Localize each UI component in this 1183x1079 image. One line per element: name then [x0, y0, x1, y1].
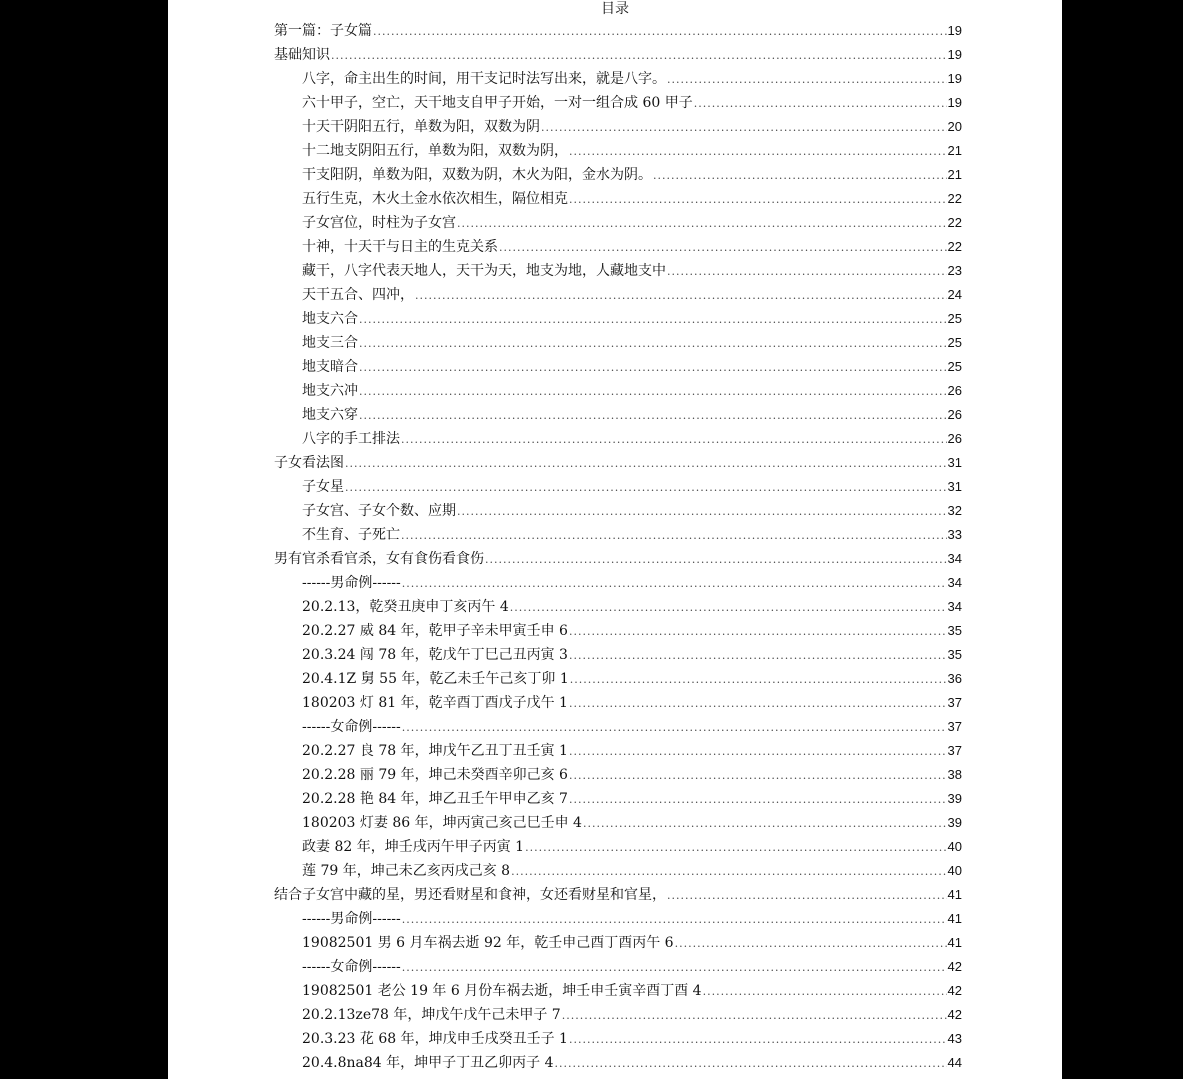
- toc-entry[interactable]: [302, 667, 962, 691]
- dot-leader: [457, 500, 947, 524]
- toc-page-number: 41: [947, 935, 962, 950]
- toc-page-number: 19: [947, 71, 962, 86]
- toc-page-number: 26: [947, 431, 962, 446]
- toc-entry[interactable]: [302, 523, 962, 547]
- toc-page-number: 35: [947, 623, 962, 638]
- toc-entry[interactable]: [302, 1027, 962, 1051]
- toc-entry[interactable]: [302, 691, 962, 715]
- toc-entry[interactable]: [302, 811, 962, 835]
- toc-entry[interactable]: [302, 787, 962, 811]
- toc-page-number: 19: [947, 95, 962, 110]
- dot-leader: [541, 116, 947, 140]
- toc-entry[interactable]: [302, 259, 962, 283]
- toc-entry-text: 八字的手工排法: [302, 431, 400, 447]
- toc-entry-text: 六十甲子，空亡，天干地支自甲子开始，一对一组合成 60 甲子: [302, 95, 693, 111]
- toc-page-number: 34: [947, 599, 962, 614]
- toc-entry-text: 八字，命主出生的时间，用干支记时法写出来，就是八字。: [302, 71, 666, 87]
- dot-leader: [359, 380, 947, 404]
- toc-entry[interactable]: [302, 67, 962, 91]
- toc-entry[interactable]: [302, 763, 962, 787]
- toc-entry-text: 十神，十天干与日主的生克关系: [302, 239, 498, 255]
- toc-page-number: 20: [947, 119, 962, 134]
- toc-entry-text: 180203 灯 81 年，乾辛酉丁酉戊子戊午 1: [302, 695, 568, 711]
- toc-entry[interactable]: [302, 139, 962, 163]
- toc-page-number: 23: [947, 263, 962, 278]
- dot-leader: [667, 260, 947, 284]
- toc-page-number: 31: [947, 479, 962, 494]
- toc-page-number: 37: [947, 719, 962, 734]
- dot-leader: [457, 212, 947, 236]
- toc-entry[interactable]: [302, 955, 962, 979]
- toc-entry[interactable]: [302, 931, 962, 955]
- toc-entry-text: 地支六穿: [302, 407, 358, 423]
- toc-entry-text: 十二地支阴阳五行，单数为阳，双数为阴，: [302, 143, 568, 159]
- toc-page-number: 25: [947, 359, 962, 374]
- dot-leader: [345, 452, 947, 476]
- toc-entry-text: 干支阳阴，单数为阳，双数为阴，木火为阳，金水为阴。: [302, 167, 652, 183]
- toc-entry[interactable]: [302, 1051, 962, 1075]
- toc-entry-text: 子女星: [302, 479, 344, 495]
- toc-page-number: 22: [947, 191, 962, 206]
- toc-entry-text: 莲 79 年，坤己未乙亥丙戌己亥 8: [302, 863, 511, 879]
- dot-leader: [675, 932, 947, 956]
- toc-entry-text: 19082501 男 6 月车祸去逝 92 年，乾壬申己酉丁酉丙午 6: [302, 935, 674, 951]
- dot-leader: [401, 428, 947, 452]
- dot-leader: [331, 44, 947, 68]
- dot-leader: [359, 308, 947, 332]
- dot-leader: [401, 524, 947, 548]
- toc-entry-text: 20.2.13，乾癸丑庚申丁亥丙午 4: [302, 599, 509, 615]
- toc-page-number: 35: [947, 647, 962, 662]
- toc-entry[interactable]: [302, 835, 962, 859]
- toc-entry-text: 五行生克，木火土金水依次相生，隔位相克: [302, 191, 568, 207]
- toc-page-number: 41: [947, 911, 962, 926]
- dot-leader: [653, 164, 947, 188]
- dot-leader: [703, 980, 947, 1004]
- dot-leader: [510, 596, 947, 620]
- toc-entry[interactable]: [274, 451, 962, 475]
- toc-entry-text: 20.3.24 闯 78 年，乾戊午丁巳己丑丙寅 3: [302, 647, 568, 663]
- toc-entry[interactable]: [302, 739, 962, 763]
- toc-page-number: 42: [947, 959, 962, 974]
- toc-page-number: 37: [947, 743, 962, 758]
- toc-entry[interactable]: [302, 307, 962, 331]
- toc-entry[interactable]: [302, 499, 962, 523]
- toc-entry[interactable]: [302, 859, 962, 883]
- toc-page-number: 25: [947, 335, 962, 350]
- dot-leader: [569, 644, 947, 668]
- toc-page-number: 34: [947, 575, 962, 590]
- dot-leader: [569, 692, 947, 716]
- toc-page-number: 39: [947, 791, 962, 806]
- dot-leader: [373, 20, 947, 44]
- toc-entry-text: 子女宫、子女个数、应期: [302, 503, 456, 519]
- toc-entry-text: 20.2.13ze78 年，坤戊午戊午己未甲子 7: [302, 1007, 561, 1023]
- dot-leader: [485, 548, 947, 572]
- toc-entry[interactable]: [302, 283, 962, 307]
- toc-entry[interactable]: [302, 1003, 962, 1027]
- toc-entry-text: 20.2.27 良 78 年，坤戊午乙丑丁丑壬寅 1: [302, 743, 568, 759]
- dot-leader: [555, 1052, 947, 1076]
- toc-entry[interactable]: [302, 619, 962, 643]
- toc-page-number: 31: [947, 455, 962, 470]
- toc-entry[interactable]: [302, 235, 962, 259]
- toc-page-number: 26: [947, 383, 962, 398]
- document-page: [168, 0, 1062, 1079]
- toc-entry-text: 20.3.23 花 68 年，坤戊申壬戌癸丑壬子 1: [302, 1031, 568, 1047]
- toc-entry[interactable]: [302, 355, 962, 379]
- toc-page-number: 42: [947, 1007, 962, 1022]
- toc-entry-text: 地支六冲: [302, 383, 358, 399]
- dot-leader: [569, 788, 947, 812]
- toc-entry[interactable]: [302, 595, 962, 619]
- dot-leader: [511, 860, 946, 884]
- toc-entry-text: ------男命例------: [302, 911, 401, 927]
- toc-entry-text: 基础知识: [274, 47, 330, 63]
- toc-page-number: 19: [947, 47, 962, 62]
- toc-page-number: 43: [947, 1031, 962, 1046]
- toc-entry[interactable]: [302, 475, 962, 499]
- dot-leader: [562, 1004, 947, 1028]
- toc-entry-text: 子女宫位，时柱为子女宫: [302, 215, 456, 231]
- toc-entry-text: 男有官杀看官杀，女有食伤看食伤: [274, 551, 484, 567]
- dot-leader: [402, 908, 947, 932]
- toc-entry-text: 20.2.28 艳 84 年，坤乙丑壬午甲申乙亥 7: [302, 791, 568, 807]
- toc-entry[interactable]: [302, 403, 962, 427]
- toc-page-number: 44: [947, 1055, 962, 1070]
- dot-leader: [402, 956, 947, 980]
- toc-entry[interactable]: [302, 571, 962, 595]
- toc-page-number: 24: [947, 287, 962, 302]
- dot-leader: [667, 884, 947, 908]
- toc-entry[interactable]: [302, 187, 962, 211]
- toc-entry[interactable]: [302, 379, 962, 403]
- toc-entry[interactable]: [302, 331, 962, 355]
- dot-leader: [569, 620, 947, 644]
- toc-page-number: 25: [947, 311, 962, 326]
- dot-leader: [359, 356, 947, 380]
- dot-leader: [359, 404, 947, 428]
- toc-page-number: 22: [947, 239, 962, 254]
- toc-entry-text: 20.4.1Z 舅 55 年，乾乙未壬午己亥丁卯 1: [302, 671, 569, 687]
- toc-entry-text: 20.2.27 威 84 年，乾甲子辛未甲寅壬申 6: [302, 623, 568, 639]
- toc-entry-text: 十天干阴阳五行，单数为阳，双数为阴: [302, 119, 540, 135]
- toc-entry-text: ------女命例------: [302, 959, 401, 975]
- toc-page-number: 19: [947, 23, 962, 38]
- toc-page-number: 32: [947, 503, 962, 518]
- dot-leader: [499, 236, 947, 260]
- toc-entry[interactable]: [302, 907, 962, 931]
- dot-leader: [402, 572, 947, 596]
- dot-leader: [402, 716, 947, 740]
- dot-leader: [415, 284, 947, 308]
- toc-entry[interactable]: [302, 211, 962, 235]
- toc-entry[interactable]: [302, 427, 962, 451]
- dot-leader: [569, 188, 947, 212]
- dot-leader: [569, 140, 947, 164]
- toc-page-number: 38: [947, 767, 962, 782]
- toc-entry[interactable]: [274, 547, 962, 571]
- toc-page-number: 36: [947, 671, 962, 686]
- toc-entry[interactable]: [302, 115, 962, 139]
- toc-entry-text: 第一篇：子女篇: [274, 23, 372, 39]
- toc-page-number: 21: [947, 143, 962, 158]
- toc-entry-text: 子女看法图: [274, 455, 344, 471]
- dot-leader: [359, 332, 947, 356]
- dot-leader: [345, 476, 947, 500]
- toc-entry-text: ------女命例------: [302, 719, 401, 735]
- toc-entry[interactable]: [302, 643, 962, 667]
- toc-entry-text: 结合子女宫中藏的星，男还看财星和食神，女还看财星和官星，: [274, 887, 666, 903]
- toc-entry[interactable]: [274, 19, 962, 43]
- toc-entry-text: ------男命例------: [302, 575, 401, 591]
- dot-leader: [569, 740, 947, 764]
- dot-leader: [569, 1028, 947, 1052]
- toc-entry-text: 不生育、子死亡: [302, 527, 400, 543]
- toc-page-number: 41: [947, 887, 962, 902]
- dot-leader: [694, 92, 947, 116]
- dot-leader: [569, 764, 947, 788]
- toc-page-number: 33: [947, 527, 962, 542]
- toc-page-number: 40: [947, 839, 962, 854]
- toc-entry-text: 20.4.8na84 年，坤甲子丁丑乙卯丙子 4: [302, 1055, 554, 1071]
- toc-title: 目录: [601, 1, 629, 17]
- dot-leader: [583, 812, 947, 836]
- toc-entry-text: 地支三合: [302, 335, 358, 351]
- toc-page-number: 22: [947, 215, 962, 230]
- toc-page-number: 21: [947, 167, 962, 182]
- toc-entry[interactable]: [302, 979, 962, 1003]
- toc-entry[interactable]: [302, 91, 962, 115]
- toc-entry[interactable]: [274, 43, 962, 67]
- toc-entry-text: 地支六合: [302, 311, 358, 327]
- dot-leader: [570, 668, 947, 692]
- toc-page-number: 37: [947, 695, 962, 710]
- toc-page-number: 34: [947, 551, 962, 566]
- toc-page-number: 42: [947, 983, 962, 998]
- toc-entry[interactable]: [302, 163, 962, 187]
- toc-page-number: 40: [947, 863, 962, 878]
- toc-entry[interactable]: [274, 883, 962, 907]
- toc-entry-text: 政妻 82 年，坤壬戌丙午甲子丙寅 1: [302, 839, 525, 855]
- toc-entry-text: 藏干，八字代表天地人，天干为天，地支为地，人藏地支中: [302, 263, 666, 279]
- dot-leader: [667, 68, 947, 92]
- toc-entry-text: 天干五合、四冲，: [302, 287, 414, 303]
- dot-leader: [525, 836, 946, 860]
- toc-entry-text: 20.2.28 丽 79 年，坤己未癸酉辛卯己亥 6: [302, 767, 568, 783]
- toc-entry-text: 19082501 老公 19 年 6 月份车祸去逝，坤壬申壬寅辛酉丁酉 4: [302, 983, 702, 999]
- toc-page-number: 26: [947, 407, 962, 422]
- toc-entry-text: 地支暗合: [302, 359, 358, 375]
- toc-entry-text: 180203 灯妻 86 年，坤丙寅己亥己巳壬申 4: [302, 815, 582, 831]
- toc-entry[interactable]: [302, 715, 962, 739]
- toc-page-number: 39: [947, 815, 962, 830]
